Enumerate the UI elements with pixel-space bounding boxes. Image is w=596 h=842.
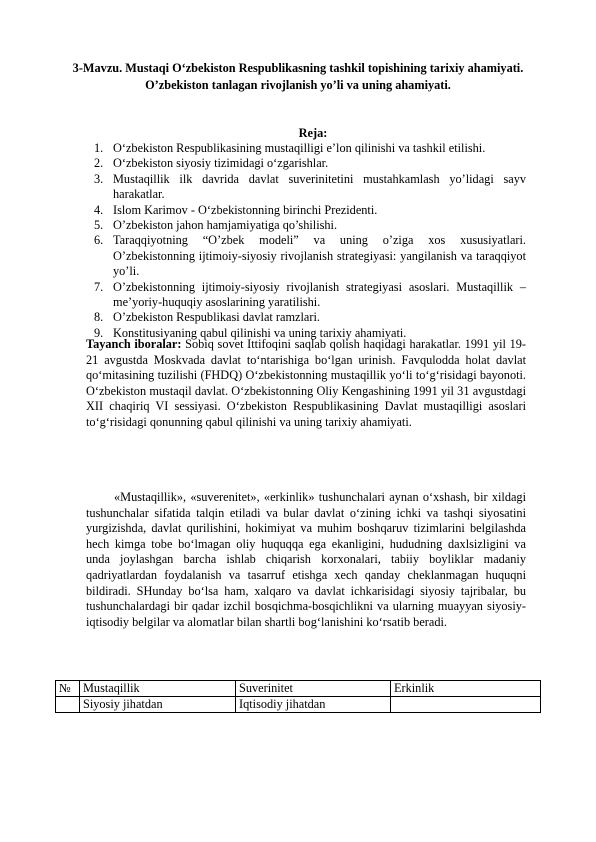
plan-item-text: Taraqqiyotning “O’zbek modeli” va uning o’ziga xos xususiyatlari. O’zbekistonning ijtimoiy-siyosiy rivojlanish strategiyasi: yangilanish va taraqqiyot yo’li. <box>113 233 526 279</box>
plan-item-text: Konstitusiyaning qabul qilinishi va uning tarixiy ahamiyati. <box>113 325 407 340</box>
plan-item-text: Islom Karimov - O‘zbekistonning birinchi Prezidenti. <box>113 202 378 217</box>
key-terms-text: Sobiq sovet Ittifoqini saqlab qolish haqidagi harakatlar. 1991 yil 19-21 avgustda Moskvada davlat to‘ntarishiga bo‘lgan urinish. Favqulodda holat davlat qo‘mitasining tuzilishi (FHDQ) O‘zbekistonning mustaqillik yo‘li to‘g‘risidagi bayonoti. O‘zbekiston mustaqil davlat. O‘zbekistonning Oliy Kengashining 1991 yil 31 avgustdagi XII chaqiriq VI sessiyasi. O‘zbekiston Respublikasining Davlat mustaqilligi asoslari to‘g‘risidagi qonunning qabul qilinishi va uning tarixiy ahamiyati. <box>86 337 527 429</box>
table-cell: Siyosiy jihatdan <box>80 697 236 713</box>
plan-item-text: O‘zbekiston siyosiy tizimidagi o‘zgarishlar. <box>113 156 329 171</box>
key-terms-label: Tayanch iboralar: <box>86 337 182 351</box>
plan-item-text: O’zbekiston jahon hamjamiyatiga qo’shilishi. <box>113 218 338 233</box>
table-cell: Erkinlik <box>391 681 541 697</box>
table-cell: Mustaqillik <box>80 681 236 697</box>
table-cell: Iqtisodiy jihatdan <box>236 697 391 713</box>
concepts-table <box>55 680 541 713</box>
body-paragraph: «Mustaqillik», «suverenitet», «erkinlik» tushunchalari aynan o‘xshash, bir xildagi tushunchalar sifatida talqin etiladi va bular davlat o‘zining ichki va tashqi siyosatini yurgizishda, davlat qurilishini, hokimiyat va muhim boshqaruv tizimlarini belgilashda hech kimga tobe bo‘lmagan oliy huquqqa ega ekanligini, hududning daxlsizligini va unda joylashgan barcha ishlab chiqarish korxonalari, tabiiy boyliklar madaniy qadriyatlardan foydalanish va tasarruf etishga xech qanday cheklanmagan huquqni bildiradi. SHunday bo‘lsa ham, xalqaro va davlat ichkarisidagi siyosiy tajribalar, bu tushunchalardagi bir qadar izchil bosqichma-bosqichlikni va ularning muayyan siyosiy-iqtisodiy belgilar va alomatlar bilan shartli bog‘lanishini ko‘rsatib beradi. <box>86 490 526 629</box>
plan-item-number: 8. <box>94 310 104 325</box>
plan-item <box>94 218 526 233</box>
plan-item-number: 7. <box>94 279 104 294</box>
plan-item-number: 6. <box>94 233 104 248</box>
plan-item <box>94 156 526 171</box>
plan-item-text: Mustaqillik ilk davrida davlat suverinitetini mustahkamlash yo’lidagi sayv harakatlar. <box>113 171 526 202</box>
table-cell <box>391 697 541 713</box>
plan-item-number: 2. <box>94 156 104 171</box>
plan-item <box>94 233 526 279</box>
plan-heading: Reja: <box>298 126 328 140</box>
plan-item <box>94 203 526 218</box>
table-cell: № <box>56 681 80 697</box>
plan-item <box>94 310 526 325</box>
document-title: 3-Mavzu. Mustaqi O‘zbekiston Respublikasning tashkil topishining tarixiy ahamiyati. O’zbekiston tanlagan rivojlanish yo’li va uning ahamiyati. <box>72 61 524 92</box>
plan-item-number: 4. <box>94 202 104 217</box>
plan-list <box>94 141 526 341</box>
key-terms-paragraph <box>86 337 526 431</box>
table-row <box>56 681 541 697</box>
plan-item <box>94 172 526 203</box>
plan-item-number: 9. <box>94 325 104 340</box>
table-cell <box>56 697 80 713</box>
plan-item <box>94 141 526 156</box>
plan-item-number: 1. <box>94 141 104 155</box>
plan-item-number: 5. <box>94 218 104 233</box>
plan-item-text: O’zbekiston Respublikasi davlat ramzlari. <box>113 310 320 325</box>
table-row <box>56 697 541 713</box>
table-cell: Suverinitet <box>236 681 391 697</box>
plan-item-text: O’zbekistonning ijtimoiy-siyosiy rivojlanish strategiyasi asoslari. Mustaqillik – me’yoriy-huquqiy asoslarining yaratilishi. <box>113 279 526 310</box>
plan-item-text: O‘zbekiston Respublikasining mustaqilligi e’lon qilinishi va tashkil etilishi. <box>113 141 486 155</box>
plan-item-number: 3. <box>94 171 104 186</box>
plan-item <box>94 280 526 311</box>
